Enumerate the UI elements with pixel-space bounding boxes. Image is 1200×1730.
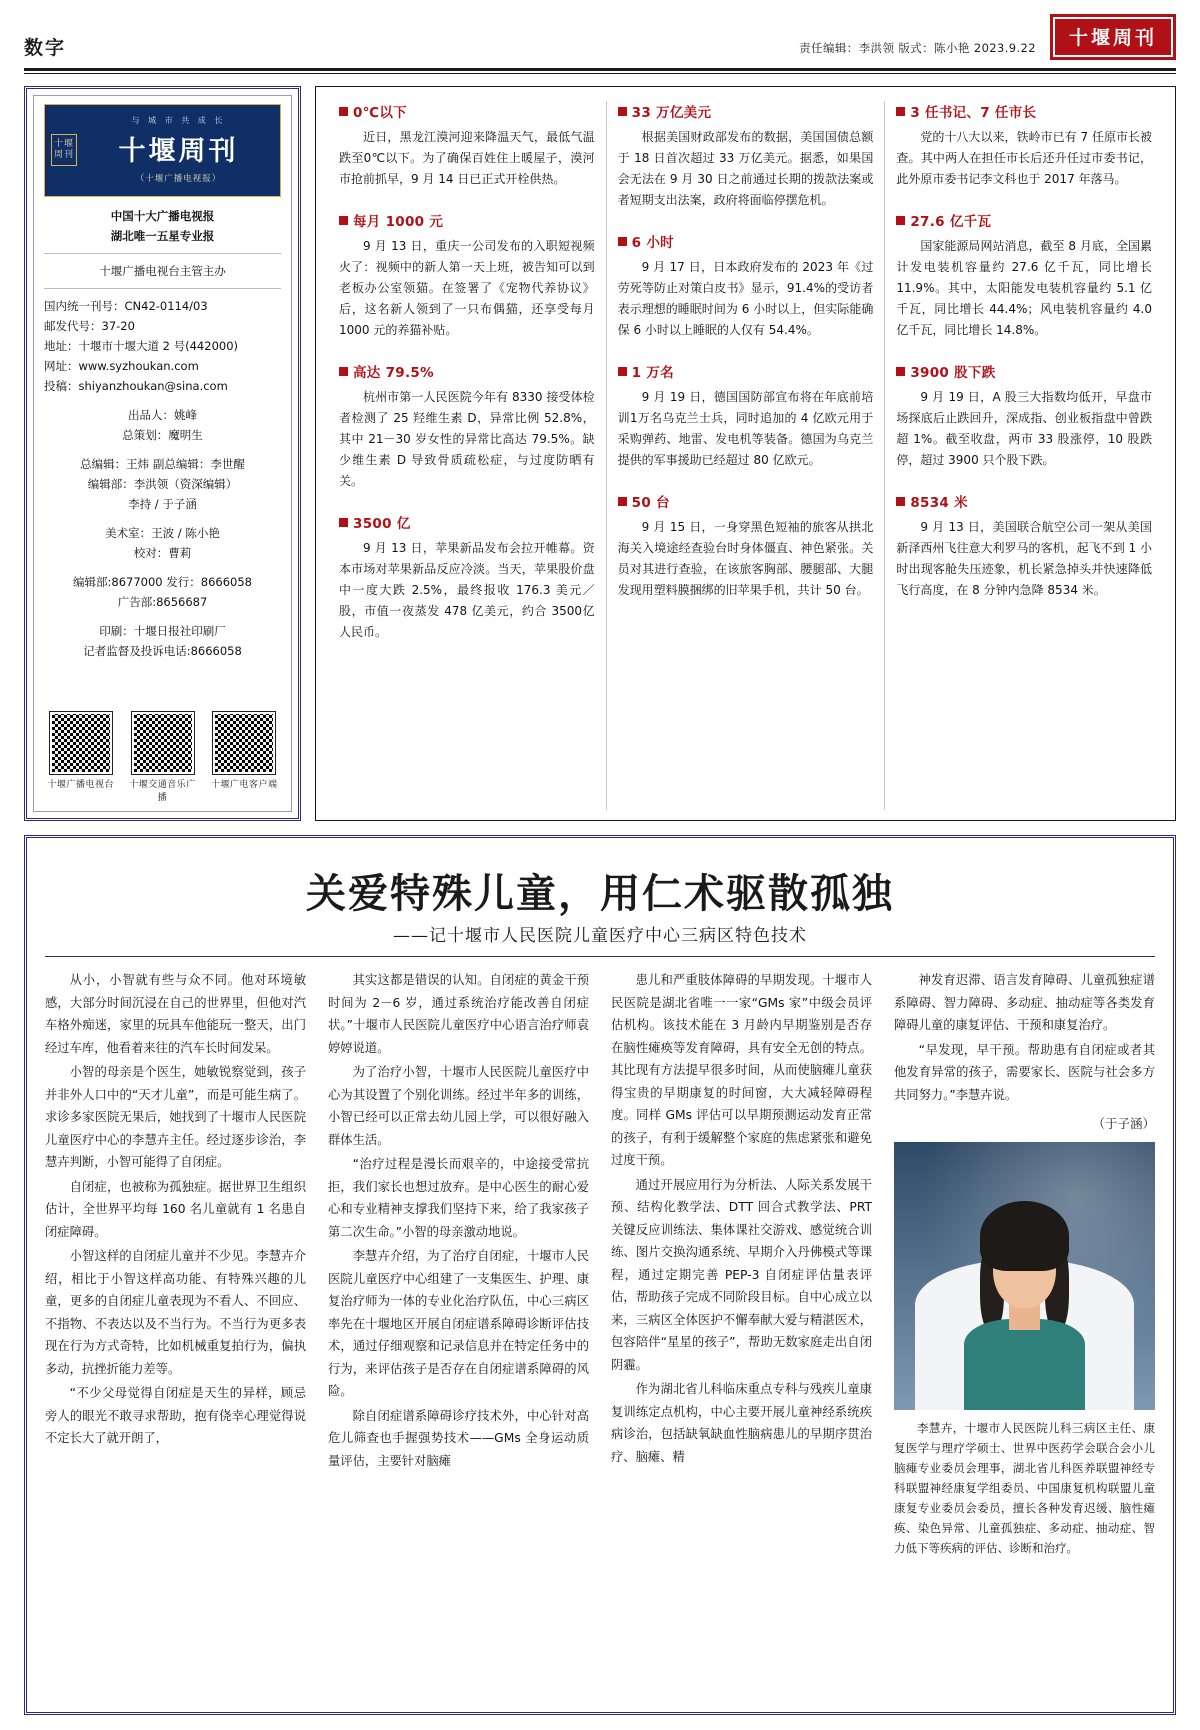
logo-subtitle: （十堰广播电视报） (135, 174, 222, 184)
bullet-square-icon (339, 107, 348, 116)
news-item (339, 210, 595, 341)
masthead-rule (24, 68, 1176, 71)
news-title: 6 小时 (631, 235, 674, 251)
news-body: 国家能源局网站消息，截至 8 月底，全国累计发电装机容量约 27.6 亿千瓦，同比增长 11.9%。其中，太阳能发电装机容量约 5.1 亿千瓦，同比增长 44.4%；风电装机容量约 4.0 亿千瓦，同比增长 14.8%。 (896, 239, 1153, 337)
feature-paragraph: 其实这都是错误的认知。自闭症的黄金干预时间为 2－6 岁，通过系统治疗能改善自闭症状。”十堰市人民医院儿童医疗中心语言治疗师袁婷婷说道。 (328, 973, 589, 1055)
feature-paragraph: “早发现，早干预。帮助患有自闭症或者其他发育异常的孩子，需要家长、医院与社会多方共同努力。”李慧卉说。 (894, 1042, 1155, 1102)
feature-paragraph: 患儿和严重肢体障碍的早期发现。十堰市人民医院是湖北省唯一一家“GMs 家”中级会员评估机构。该技术能在 3 月龄内早期鉴别是否存在脑性瘫痪等发育障碍，具有安全无创的特点。其比现有方法提早很多时间，从而使脑瘫儿童获得宝贵的早期康复的时间窗，大大减轻障碍程度。同样 GMs 评估可以早期预测运动发育正常的孩子，有利于缓解整个家庭的焦虑紧张和避免过度干预。 (611, 973, 872, 1167)
detail-line: 网址：www.syzhoukan.com (44, 359, 199, 373)
bullet-square-icon (896, 107, 905, 116)
editorial-credits: 责任编辑：李洪领 版式：陈小艳 2023.9.22 (799, 41, 1036, 55)
detail-line: 投稿：shiyanzhoukan@sina.com (44, 379, 228, 393)
brand-logo: 十堰周刊 (1050, 14, 1176, 60)
editor-line: 编辑部：李洪领（资深编辑） (87, 477, 238, 491)
publication-logo (44, 104, 281, 197)
numbers-news-columns (315, 86, 1176, 821)
detail-line: 国内统一刊号：CN42-0114/03 (44, 299, 208, 313)
news-title: 3500 亿 (353, 516, 411, 532)
news-item (339, 361, 595, 492)
feature-paragraph: 自闭症，也被称为孤独症。据世界卫生组织估计，全世界平均每 160 名儿童就有 1 名患自闭症障碍。 (45, 1179, 306, 1239)
news-title: 0℃以下 (353, 105, 407, 121)
feature-divider (45, 956, 1155, 957)
news-item (896, 361, 1152, 471)
bullet-square-icon (618, 497, 627, 506)
news-body: 党的十八大以来，铁岭市已有 7 任原市长被查。其中两人在担任市长后还升任过市委书记，此外原市委书记李文科也于 2017 年落马。 (896, 130, 1153, 186)
news-item (618, 361, 874, 471)
news-title: 50 台 (631, 495, 670, 511)
news-title: 3900 股下跌 (910, 365, 996, 381)
masthead (24, 0, 1176, 68)
bullet-square-icon (896, 216, 905, 225)
qr-code-icon[interactable] (132, 712, 194, 774)
feature-paragraph: 为了治疗小智，十堰市人民医院儿童医疗中心为其设置了个别化训练。经过半年多的训练，小智已经可以正常去幼儿园上学，可以很好融入群体生活。 (328, 1065, 589, 1147)
feature-paragraph: “治疗过程是漫长而艰辛的，中途接受常抗拒，我们家长也想过放弃。是中心医生的耐心爱心和专业精神支撑我们坚持下来，给了我家孩子第二次生命。”小智的母亲激动地说。 (328, 1157, 589, 1239)
portrait-photo (894, 1142, 1155, 1410)
news-body: 杭州市第一人民医院今年有 8330 接受体检者检测了 25 羟维生素 D，异常比例 52.8%，其中 21－30 岁女性的异常比高达 79.5%。缺少维生素 D 导致骨质疏松症，与过度防晒有关。 (339, 390, 595, 488)
news-column-2 (606, 101, 885, 810)
bullet-square-icon (339, 367, 348, 376)
news-body: 近日，黑龙江漠河迎来降温天气，最低气温跌至0℃以下。为了确保百姓住上暖屋子，漠河市抢前抓早，9 月 14 日已正式开栓供热。 (339, 130, 595, 186)
qr-code-icon[interactable] (50, 712, 112, 774)
feature-article (24, 835, 1176, 1715)
news-body: 根据美国财政部发布的数据，美国国债总额于 18 日首次超过 33 万亿美元。据悉，如果国会无法在 9 月 30 日之前通过长期的拨款法案或者短期支出法案，政府将面临停摆危机。 (617, 130, 874, 207)
bullet-square-icon (339, 518, 348, 527)
art-line: 美术室：王波 / 陈小艳 (105, 526, 220, 540)
logo-title: 十堰周刊 (118, 136, 239, 167)
feature-column-2 (328, 969, 589, 1558)
logo-supertitle: 与 城 市 共 成 长 (131, 116, 226, 125)
photo-caption: 李慧卉，十堰市人民医院儿科三病区主任、康复医学与理疗学硕士、世界中医药学会联合会小儿脑瘫专业委员会理事，湖北省儿科医养联盟神经专科联盟神经康复学组委员、中国康复机构联盟儿童康复专业委员会委员，擅长各种发育迟缓、脑性瘫痪、染色异常、儿童孤独症、多动症、抽动症、智力低下等疾病的评估、诊断和治疗。 (894, 1421, 1155, 1555)
news-title: 高达 79.5% (353, 365, 434, 381)
news-item (339, 101, 595, 190)
qr-code-row (44, 706, 281, 803)
bullet-square-icon (896, 497, 905, 506)
feature-paragraph: 除自闭症谱系障碍诊疗技术外，中心针对高危儿筛查也手握强势技术——GMs 全身运动质量评估，主要针对脑瘫 (328, 1408, 589, 1468)
news-body: 9 月 19 日，德国国防部宣布将在年底前培训1万名乌克兰士兵，同时追加的 4 亿欧元用于采购弹药、地雷、发电机等装备。德国为乌克兰提供的军事援助已经超过 80 亿欧元。 (617, 390, 874, 467)
news-title: 8534 米 (910, 495, 968, 511)
news-body: 9 月 13 日，苹果新品发布会拉开帷幕。资本市场对苹果新品反应冷淡。当天，苹果股价盘中一度大跌 2.5%，最终报收 176.3 美元／股，市值一夜蒸发 478 亿美元，约合 3500亿人民币。 (339, 541, 595, 639)
logo-seal: 十堰周刊 (51, 134, 77, 166)
news-body: 9 月 13 日，重庆一公司发布的入职短视频火了：视频中的新人第一天上班，被告知可以到老板办公室领猫。在签署了《宠物代养协议》后，这名新人领到了一只布偶猫，还享受每月 1000 元的养猫补贴。 (339, 239, 595, 337)
qr-caption: 十堰交通音乐广播 (129, 780, 196, 803)
feature-paragraph: 作为湖北省儿科临床重点专科与残疾儿童康复训练定点机构，中心主要开展儿童神经系统疾病诊治，包括缺氧缺血性脑病患儿的早期序贯治疗、脑瘫、精 (611, 1382, 872, 1464)
news-title: 3 任书记、7 任市长 (910, 105, 1037, 121)
editor-line: 李持 / 于子涵 (128, 497, 197, 511)
news-item (618, 101, 874, 211)
upper-section (24, 86, 1176, 821)
section-label: 数字 (24, 37, 67, 59)
news-item (896, 491, 1152, 601)
news-body: 9 月 13 日，美国联合航空公司一架从美国新泽西州飞往意大利罗马的客机，起飞不到 1 小时出现客舱失压迹象，机长紧急掉头并快速降低飞行高度，在 8 分钟内急降 8534 米。 (896, 520, 1153, 597)
feature-column-4 (894, 969, 1155, 1558)
news-body: 9 月 17 日，日本政府发布的 2023 年《过劳死等防止对策白皮书》显示，91.4%的受访者表示理想的睡眠时间为 6 小时以上，但实际能确保 6 小时以上睡眠的人仅有 54.4%。 (617, 260, 874, 337)
news-item (896, 101, 1152, 190)
detail-line: 邮发代号：37-20 (44, 319, 135, 333)
news-body: 9 月 19 日，A 股三大指数均低开，早盘市场探底后止跌回升，深成指、创业板指盘中曾跌超 1%。截至收盘，两市 33 股涨停，10 股跌停，超过 3900 只个股下跌。 (896, 390, 1153, 467)
feature-subheadline: ——记十堰市人民医院儿童医疗中心三病区特色技术 (393, 926, 807, 946)
staff-line: 总策划：魔明生 (122, 428, 203, 442)
masthead-rule-thin (24, 73, 1176, 74)
news-body: 9 月 15 日，一身穿黑色短袖的旅客从拱北海关入境途经查验台时身体僵直、神色紧张。关员对其进行查验，在该旅客胸部、腰腿部、大腿发现用塑料膜捆绑的旧苹果手机，共计 50 台。 (617, 520, 874, 597)
feature-paragraph: 小智的母亲是个医生，她敏锐察觉到，孩子并非外人口中的“天才儿童”，而是可能生病了。求诊多家医院无果后，她找到了十堰市人民医院儿童医疗中心的李慧卉主任。经过逐步诊治，李慧卉判断，小智可能得了自闭症。 (45, 1065, 306, 1169)
editor-line: 总编辑：王炜 副总编辑：李世醒 (80, 457, 245, 471)
feature-paragraph: “不少父母觉得自闭症是天生的异样，顾忌旁人的眼光不敢寻求帮助，抱有侥幸心理觉得说不定长大了就开朗了， (45, 1386, 306, 1445)
tagline-1: 中国十大广播电视报 (110, 209, 215, 223)
qr-caption: 十堰广电客户端 (211, 780, 278, 790)
news-item (618, 491, 874, 601)
bullet-square-icon (618, 367, 627, 376)
news-item (896, 210, 1152, 341)
news-item (618, 231, 874, 341)
staff-line: 出品人：姚峰 (128, 408, 197, 422)
feature-column-3 (611, 969, 872, 1558)
feature-paragraph: 李慧卉介绍，为了治疗自闭症，十堰市人民医院儿童医疗中心组建了一支集医生、护理、康复治疗师为一体的专业化治疗队伍，中心三病区率先在十堰地区开展自闭症谱系障碍诊断评估技术，通过仔细观察和记录信息并在特定任务中的行为，来评估孩子是否存在自闭症谱系障碍的风险。 (328, 1249, 589, 1398)
qr-caption: 十堰广播电视台 (47, 780, 114, 790)
qr-code-icon[interactable] (213, 712, 275, 774)
news-item (339, 512, 595, 643)
bullet-square-icon (339, 216, 348, 225)
feature-paragraph: 从小，小智就有些与众不同。他对环境敏感，大部分时间沉浸在自己的世界里，但他对汽车格外痴迷，家里的玩具车他能玩一整天，出门经过车库，他看着来往的汽车长时间发呆。 (45, 973, 306, 1055)
publication-info-box (24, 86, 301, 821)
feature-paragraph: 通过开展应用行为分析法、人际关系发展干预、结构化教学法、DTT 回合式教学法、PRT 关键反应训练法、集体课社交游戏、感觉统合训练、图片交换沟通系统、早期介入丹佛模式等课程，通过定期完善 PEP-3 自闭症评估量表评估，帮助孩子完成不同阶段目标。自中心成立以来，三病区全体医护不懈奉献大爱与精湛医术，包容陪伴“星星的孩子”，帮助无数家庭走出自闭阴霾。 (611, 1177, 872, 1372)
art-line: 校对：曹莉 (133, 546, 192, 560)
news-column-1 (328, 101, 606, 810)
contact-line: 广告部:8656687 (117, 595, 208, 609)
organizer: 十堰广播电视台主管主办 (99, 264, 226, 278)
bullet-square-icon (618, 107, 627, 116)
news-title: 每月 1000 元 (353, 214, 444, 230)
feature-byline: （于子涵） (1092, 1116, 1155, 1131)
print-line: 印刷：十堰日报社印刷厂 (99, 624, 226, 638)
feature-paragraph: 神发育迟滞、语言发育障碍、儿童孤独症谱系障碍、智力障碍、多动症、抽动症等各类发育障碍儿童的康复评估、干预和康复治疗。 (894, 973, 1155, 1032)
contact-line: 编辑部:8677000 发行：8666058 (73, 575, 252, 589)
bullet-square-icon (896, 367, 905, 376)
feature-paragraph: 小智这样的自闭症儿童并不少见。李慧卉介绍，相比于小智这样高功能、有特殊兴趣的儿童，更多的自闭症儿童表现为不看人、不回应、不指物、不表达以及不当行为。不当行为更多表现在行为方式奇特，比如机械重复拍行为，偏执多动，抗挫折能力差等。 (45, 1249, 306, 1376)
news-title: 1 万名 (631, 365, 674, 381)
news-title: 33 万亿美元 (631, 105, 712, 121)
tagline-2: 湖北唯一五星专业报 (110, 229, 215, 243)
news-column-3 (884, 101, 1163, 810)
news-title: 27.6 亿千瓦 (910, 214, 992, 230)
print-line: 记者监督及投诉电话:8666058 (83, 644, 242, 658)
feature-headline: 关爱特殊儿童，用仁术驱散孤独 (306, 870, 894, 917)
bullet-square-icon (618, 237, 627, 246)
feature-column-1 (45, 969, 306, 1558)
detail-line: 地址：十堰市十堰大道 2 号(442000) (44, 339, 238, 353)
